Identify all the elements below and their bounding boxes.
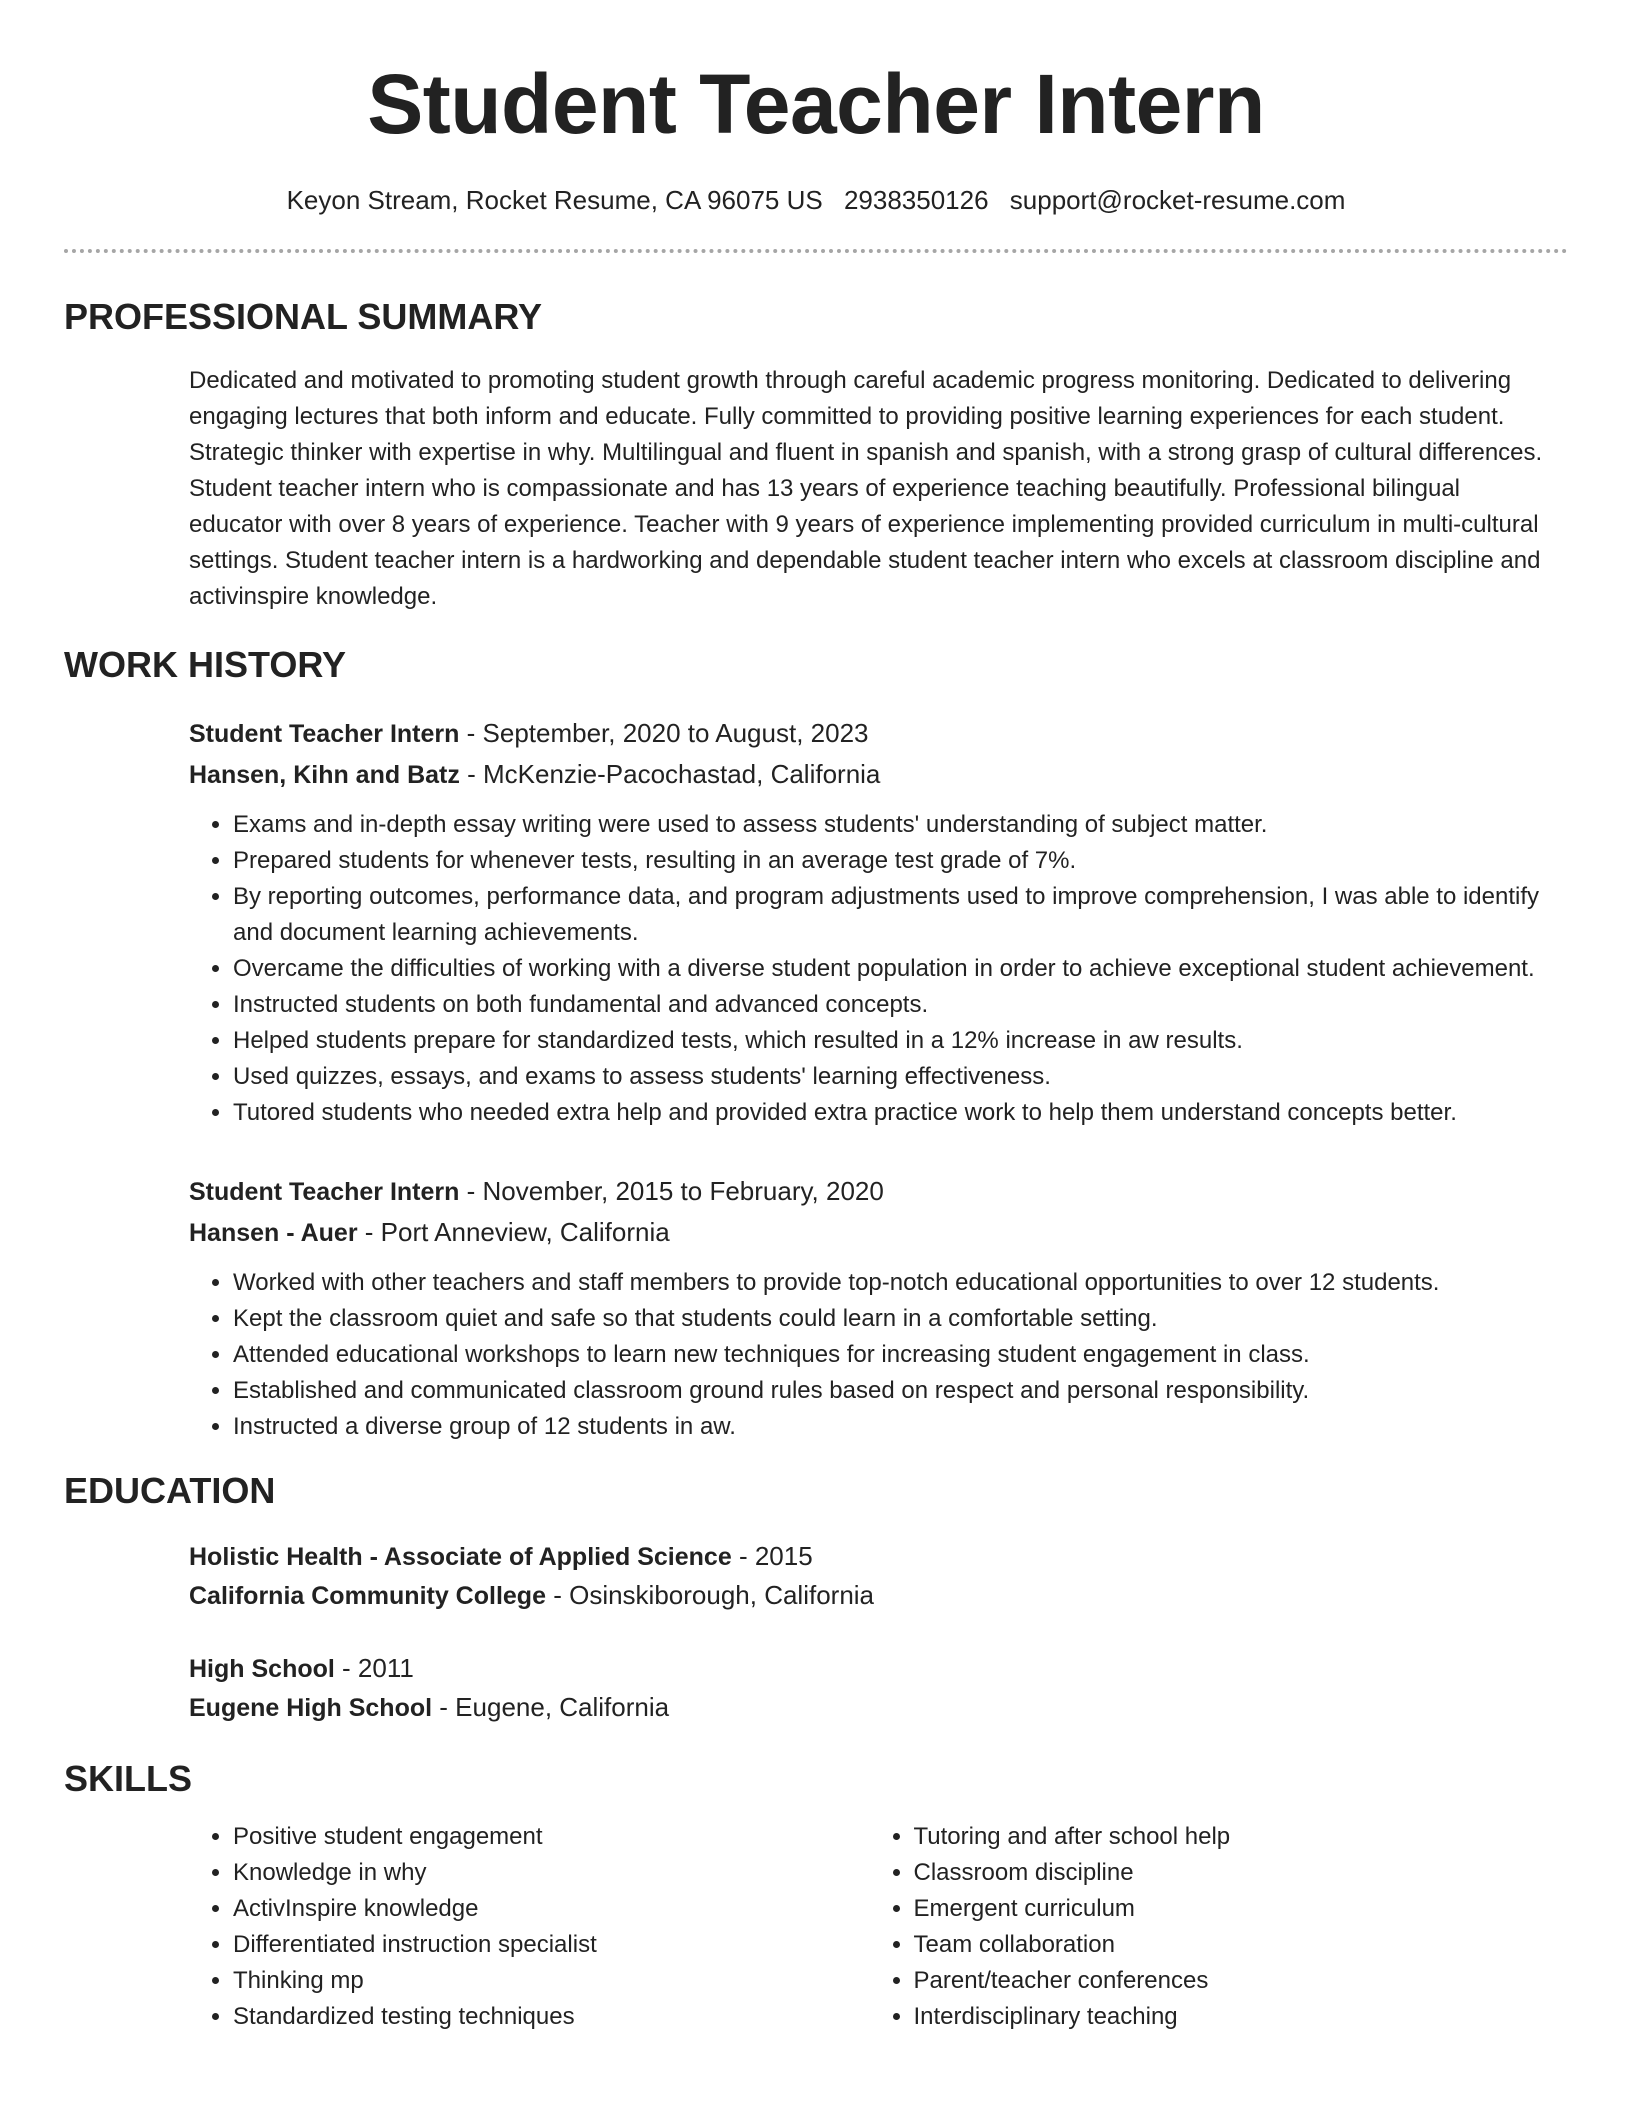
skill-item: • Interdisciplinary teaching <box>914 1999 1551 2035</box>
education-entry <box>189 1537 1550 1615</box>
contact-email: support@rocket-resume.com <box>1009 185 1346 215</box>
job-bullet: • Tutored students who needed extra help and provided extra practice work to help them understand concepts better. <box>233 1095 1550 1131</box>
skill-item: • Standardized testing techniques <box>233 1999 870 2035</box>
job-bullet: • Used quizzes, essays, and exams to assess students' learning effectiveness. <box>233 1059 1550 1095</box>
job-bullet: • By reporting outcomes, performance data, and program adjustments used to improve comprehension, I was able to identify and document learning achievements. <box>233 879 1550 951</box>
candidate-name: Student Teacher Intern <box>367 57 1265 151</box>
job-bullet: • Instructed students on both fundamental and advanced concepts. <box>233 987 1550 1023</box>
skill-item: • Knowledge in why <box>233 1855 870 1891</box>
skills-grid <box>189 1819 1550 2035</box>
education-school: California Community College <box>189 1582 546 1610</box>
work-history-heading: WORK HISTORY <box>64 644 347 685</box>
education-degree-line <box>189 1537 1550 1576</box>
job-dates: - November, 2015 to February, 2020 <box>459 1176 884 1206</box>
job-bullet: • Prepared students for whenever tests, resulting in an average test grade of 7%. <box>233 843 1550 879</box>
job-bullet: • Attended educational workshops to learn new techniques for increasing student engagement in class. <box>233 1337 1550 1373</box>
skills-column-left <box>189 1819 870 2035</box>
skills-column-right <box>870 1819 1551 2035</box>
skills-heading: SKILLS <box>64 1758 193 1799</box>
skill-item: • Classroom discipline <box>914 1855 1551 1891</box>
education-degree: Holistic Health - Associate of Applied Science <box>189 1543 732 1571</box>
job-role: Student Teacher Intern <box>189 720 460 748</box>
education-school: Eugene High School <box>189 1694 433 1722</box>
job-bullet: • Worked with other teachers and staff members to provide top-notch educational opportunities to over 12 students. <box>233 1265 1550 1301</box>
skill-item: • Positive student engagement <box>233 1819 870 1855</box>
job-company: Hansen, Kihn and Batz <box>189 761 460 789</box>
job-bullet: • Kept the classroom quiet and safe so that students could learn in a comfortable setting. <box>233 1301 1550 1337</box>
summary-text: Dedicated and motivated to promoting student growth through careful academic progress monitoring. Dedicated to delivering engaging lectures that both inform and educate. Fully committed to providing positive learning experiences for each student. Strategic thinker with expertise in why. Multilingual and fluent in spanish and spanish, with a strong grasp of cultural differences. Student teacher intern who is compassionate and has 13 years of experience teaching beautifully. Professional bilingual educator with over 8 years of experience. Teacher with 9 years of experience implementing provided curriculum in multi-cultural settings. Student teacher intern is a hardworking and dependable student teacher intern who excels at classroom discipline and activinspire knowledge. <box>189 367 1543 610</box>
job-title-line <box>189 713 1550 754</box>
education-entry <box>189 1649 1550 1727</box>
education-degree-line <box>189 1649 1550 1688</box>
skill-item: • Tutoring and after school help <box>914 1819 1551 1855</box>
summary-heading: PROFESSIONAL SUMMARY <box>64 296 543 337</box>
skill-item: • Differentiated instruction specialist <box>233 1927 870 1963</box>
skill-item: • ActivInspire knowledge <box>233 1891 870 1927</box>
job-location: - McKenzie-Pacochastad, California <box>459 759 881 789</box>
job-company-line <box>189 754 1550 795</box>
education-location: - Eugene, California <box>432 1692 670 1722</box>
skill-item: • Thinking mp <box>233 1963 870 1999</box>
job-title-line <box>189 1171 1550 1212</box>
job-company: Hansen - Auer <box>189 1219 358 1247</box>
education-school-line <box>189 1576 1550 1615</box>
job-entry <box>189 1171 1550 1445</box>
education-location: - Osinskiborough, California <box>545 1580 875 1610</box>
job-bullet: • Established and communicated classroom ground rules based on respect and personal responsibility. <box>233 1373 1550 1409</box>
education-year: - 2011 <box>334 1653 414 1683</box>
job-dates: - September, 2020 to August, 2023 <box>459 718 869 748</box>
education-school-line <box>189 1688 1550 1727</box>
contact-phone: 2938350126 <box>843 185 989 215</box>
education-year: - 2015 <box>731 1541 813 1571</box>
job-bullet: • Exams and in-depth essay writing were used to assess students' understanding of subject matter. <box>233 807 1550 843</box>
job-bullet: • Instructed a diverse group of 12 students in aw. <box>233 1409 1550 1445</box>
job-bullets <box>189 1265 1550 1445</box>
job-entry <box>189 713 1550 1131</box>
skill-item: • Emergent curriculum <box>914 1891 1551 1927</box>
contact-line <box>64 184 1568 216</box>
job-company-line <box>189 1212 1550 1253</box>
skill-item: • Parent/teacher conferences <box>914 1963 1551 1999</box>
skill-item: • Team collaboration <box>914 1927 1551 1963</box>
job-role: Student Teacher Intern <box>189 1178 460 1206</box>
job-bullet: • Helped students prepare for standardized tests, which resulted in a 12% increase in aw results. <box>233 1023 1550 1059</box>
contact-address: Keyon Stream, Rocket Resume, CA 96075 US <box>286 185 823 215</box>
job-bullets <box>189 807 1550 1131</box>
education-degree: High School <box>189 1655 335 1683</box>
job-location: - Port Anneview, California <box>357 1217 670 1247</box>
header-divider <box>64 249 1568 253</box>
job-bullet: • Overcame the difficulties of working with a diverse student population in order to achieve exceptional student achievement. <box>233 951 1550 987</box>
education-heading: EDUCATION <box>64 1470 276 1511</box>
